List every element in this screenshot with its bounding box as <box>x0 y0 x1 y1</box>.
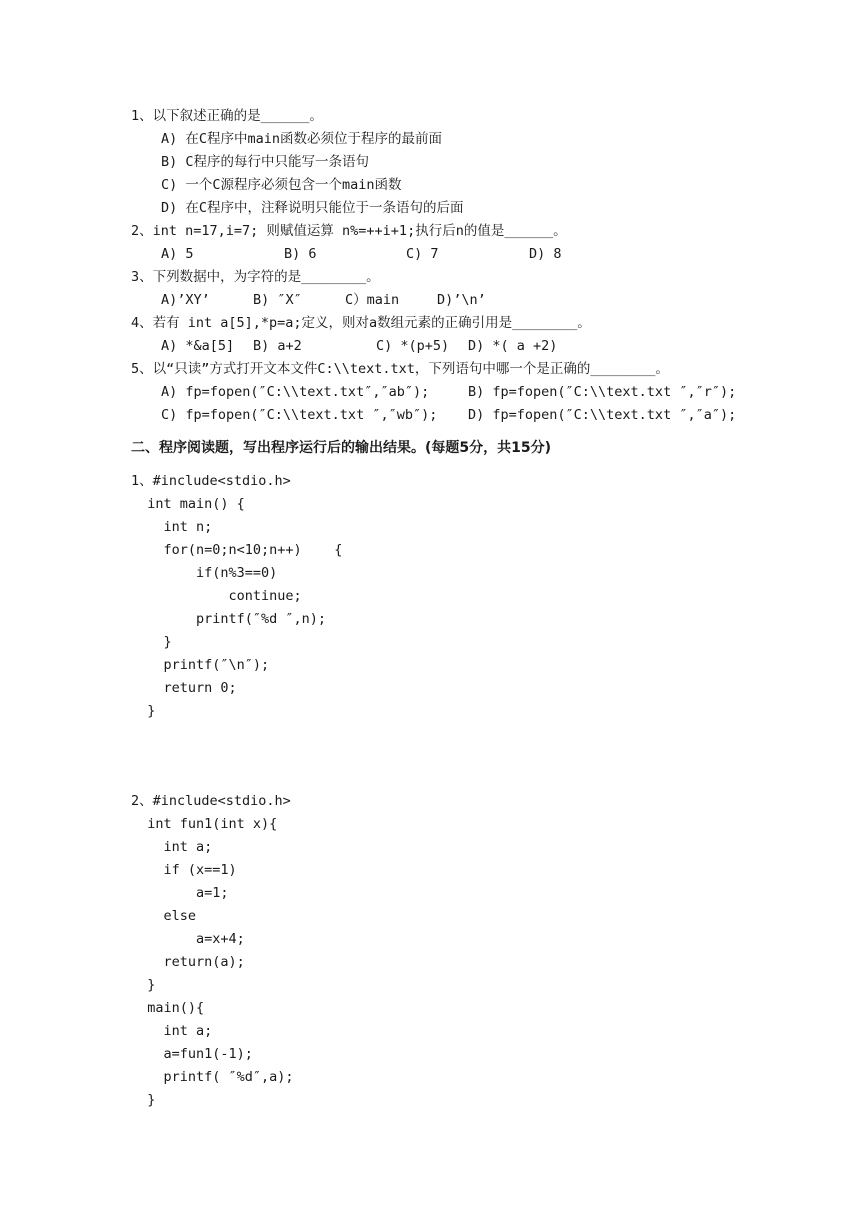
question-5-option-b: B) fp=fopen(″C:\\text.txt ″,″r″); <box>468 384 737 400</box>
question-2-option-c: C) 7 <box>406 246 439 262</box>
question-4-option-b: B) a+2 <box>253 338 302 354</box>
question-2-option-a: A) 5 <box>161 246 194 262</box>
question-1-option-d: D) 在C程序中，注释说明只能位于一条语句的后面 <box>161 200 464 216</box>
question-3-option-b: B) ″X″ <box>253 292 302 308</box>
question-1-stem: 1、以下叙述正确的是______。 <box>131 108 323 124</box>
question-4-option-d: D) *( a +2) <box>468 338 558 354</box>
question-5-stem: 5、以“只读”方式打开文本文件C:\\text.txt，下列语句中哪一个是正确的________。 <box>131 361 669 377</box>
program-2-line: a=x+4; <box>131 931 245 947</box>
program-2-line: if (x==1) <box>131 862 237 878</box>
program-2-line: } <box>131 977 156 993</box>
program-1-line: if(n%3==0) <box>131 565 278 581</box>
question-3-option-d: D)’\n’ <box>437 292 486 308</box>
question-1-option-a: A) 在C程序中main函数必须位于程序的最前面 <box>161 131 443 147</box>
question-1-option-b: B) C程序的每行中只能写一条语句 <box>161 154 370 170</box>
program-2-line: } <box>131 1092 156 1108</box>
program-1-line: printf(″%d ″,n); <box>131 611 327 627</box>
question-3-stem: 3、下列数据中，为字符的是________。 <box>131 269 380 285</box>
question-3-option-c: C）main <box>345 292 400 308</box>
program-2-line: a=1; <box>131 885 229 901</box>
question-5-option-d: D) fp=fopen(″C:\\text.txt ″,″a″); <box>468 407 737 423</box>
question-2-option-d: D) 8 <box>529 246 562 262</box>
program-2-line: int fun1(int x){ <box>131 816 278 832</box>
program-2-line: printf( ″%d″,a); <box>131 1069 294 1085</box>
program-1-line: continue; <box>131 588 302 604</box>
program-1-line: printf(″\n″); <box>131 657 270 673</box>
program-2-line: int a; <box>131 839 213 855</box>
program-1-line: } <box>131 634 172 650</box>
question-5-option-a: A) fp=fopen(″C:\\text.txt″,″ab″); <box>161 384 430 400</box>
program-2-line: int a; <box>131 1023 213 1039</box>
program-1-line: 1、#include<stdio.h> <box>131 473 291 489</box>
question-4-option-c: C) *(p+5) <box>376 338 450 354</box>
program-2-line: main(){ <box>131 1000 205 1016</box>
question-1-option-c: C) 一个C源程序必须包含一个main函数 <box>161 177 402 193</box>
program-2-line: 2、#include<stdio.h> <box>131 793 291 809</box>
question-3-option-a: A)’XY’ <box>161 292 210 308</box>
program-2-line: return(a); <box>131 954 245 970</box>
question-4-option-a: A) *&a[5] <box>161 338 235 354</box>
program-1-line: int main() { <box>131 496 245 512</box>
program-1-line: int n; <box>131 519 213 535</box>
question-4-stem: 4、若有 int a[5],*p=a;定义，则对a数组元素的正确引用是________。 <box>131 315 591 331</box>
question-2-stem: 2、int n=17,i=7; 则赋值运算 n%=++i+1;执行后n的值是______。 <box>131 223 567 239</box>
section-2-heading: 二、程序阅读题，写出程序运行后的输出结果。(每题5分，共15分) <box>131 440 552 456</box>
program-1-line: } <box>131 703 156 719</box>
program-2-line: a=fun1(-1); <box>131 1046 253 1062</box>
program-1-line: return 0; <box>131 680 237 696</box>
question-5-option-c: C) fp=fopen(″C:\\text.txt ″,″wb″); <box>161 407 438 423</box>
program-2-line: else <box>131 908 197 924</box>
question-2-option-b: B) 6 <box>284 246 317 262</box>
program-1-line: for(n=0;n<10;n++) { <box>131 542 343 558</box>
